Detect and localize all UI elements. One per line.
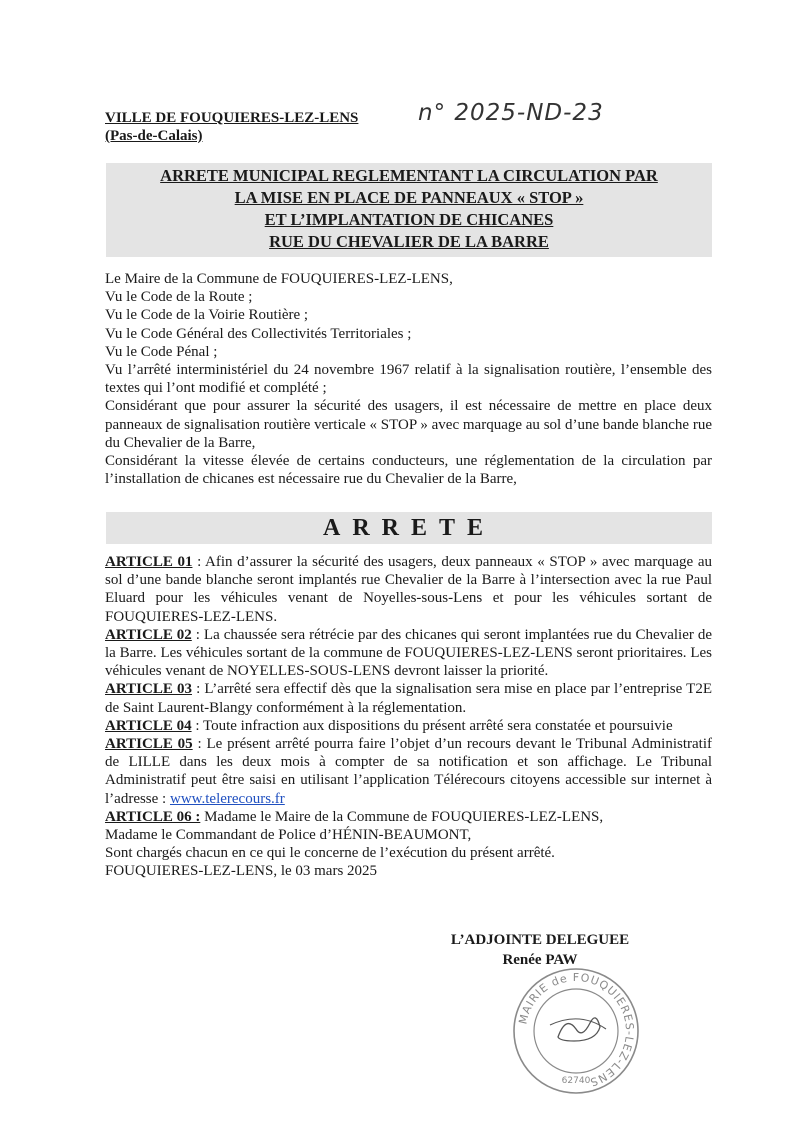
town-name: VILLE DE FOUQUIERES-LEZ-LENS — [105, 110, 359, 126]
article-06 — [105, 808, 712, 826]
preamble-code-penal: Vu le Code Pénal ; — [105, 343, 218, 360]
preamble — [105, 270, 712, 488]
preamble-code-voirie: Vu le Code de la Voirie Routière ; — [105, 307, 309, 324]
article-03-text: : L’arrêté sera effectif dès que la signalisation sera mise en place par l’entreprise T2E de Saint Laurent-Blangy conformément à la réglementation. — [105, 681, 712, 716]
article-03 — [105, 680, 712, 716]
seal-ring-text: MAIRIE de FOUQUIERES-LEZ-LENS — [516, 970, 637, 1089]
preamble-considerant-vitesse: Considérant la vitesse élevée de certains conducteurs, une réglementation de la circulation par l’installation de chicanes est nécessaire rue du Chevalier de la Barre, — [105, 453, 712, 488]
article-02 — [105, 626, 712, 681]
article-03-label: ARTICLE 03 — [105, 681, 192, 698]
article-04-text: : Toute infraction aux dispositions du présent arrêté sera constatée et poursuivie — [191, 717, 673, 734]
preamble-code-cgct: Vu le Code Général des Collectivités Territoriales ; — [105, 325, 412, 342]
title-line-4: RUE DU CHEVALIER DE LA BARRE — [269, 232, 549, 251]
article-06-line-2: Madame le Commandant de Police d’HÉNIN-BEAUMONT, — [105, 827, 472, 844]
article-05-label: ARTICLE 05 — [105, 736, 193, 753]
title-line-2: LA MISE EN PLACE DE PANNEAUX « STOP » — [234, 188, 584, 207]
arrete-heading: ARRETE — [322, 515, 496, 541]
article-04 — [105, 717, 712, 735]
signatory-name: Renée PAW — [502, 952, 578, 968]
telerecours-link[interactable]: www.telerecours.fr — [169, 790, 285, 807]
handwritten-reference-number: n° 2025-ND-23 — [418, 100, 604, 126]
article-04-label: ARTICLE 04 — [105, 717, 192, 734]
preamble-code-route: Vu le Code de la Route ; — [105, 289, 253, 306]
article-06-label: ARTICLE 06 : — [105, 808, 201, 825]
article-02-text: : La chaussée sera rétrécie par des chicanes qui seront implantées rue du Chevalier de la Barre. Les véhicules sortant de la commune de FOUQUIERES-LEZ-LENS seront prioritaires. Les véhicules venant de NOYELLES-SOUS-LENS devront laisser la priorité. — [105, 626, 712, 680]
preamble-mayor: Le Maire de la Commune de FOUQUIERES-LEZ-LENS, — [105, 271, 453, 287]
signatory-role: L’ADJOINTE DELEGUEE — [450, 932, 630, 948]
articles — [105, 553, 712, 881]
preamble-considerant-stop: Considérant que pour assurer la sécurité des usagers, il est nécessaire de mettre en place deux panneaux de signalisation routière verticale « STOP » avec marquage au sol d’une bande blanche rue du Chevalier de la Barre, — [105, 398, 712, 451]
article-06-line-3: Sont chargés chacun en ce qui le concerne de l’exécution du présent arrêté. — [105, 845, 555, 862]
preamble-arrete-1967: Vu l’arrêté interministériel du 24 novembre 1967 relatif à la signalisation routière, l’ensemble des textes qui l’ont modifié et complété ; — [105, 362, 712, 397]
department-name: (Pas-de-Calais) — [105, 128, 203, 144]
article-06-line-1: Madame le Maire de la Commune de FOUQUIERES-LEZ-LENS, — [200, 808, 604, 825]
article-05-text: : Le présent arrêté pourra faire l’objet d’un recours devant le Tribunal Administratif de LILLE dans les deux mois à compter de sa notification et son affichage. Le Tribunal Administratif peut être saisi en utilisant l’application Télérecours citoyens accessible sur internet à l’adresse : — [105, 736, 712, 807]
title-line-3: ET L’IMPLANTATION DE CHICANES — [264, 210, 554, 229]
title-line-1: ARRETE MUNICIPAL REGLEMENTANT LA CIRCULATION PAR — [160, 166, 658, 185]
municipal-seal — [510, 965, 642, 1097]
handwritten-signature — [558, 1018, 600, 1041]
article-01-text: : Afin d’assurer la sécurité des usagers, deux panneaux « STOP » avec marquage au sol d’une bande blanche seront implantés rue Chevalier de la Barre à l’intersection avec la rue Paul Eluard pour les véhicules venant de Noyelles-sous-Lens et pour les véhicules sortant de FOUQUIERES-LEZ-LENS. — [105, 554, 712, 625]
place-and-date: FOUQUIERES-LEZ-LENS, le 03 mars 2025 — [105, 863, 378, 880]
signature-block — [400, 930, 680, 970]
article-01-label: ARTICLE 01 — [105, 554, 193, 570]
document-title — [106, 165, 712, 253]
article-01 — [105, 553, 712, 626]
article-05 — [105, 735, 712, 808]
article-02-label: ARTICLE 02 — [105, 626, 192, 643]
seal-postcode: 62740 — [561, 1076, 591, 1086]
